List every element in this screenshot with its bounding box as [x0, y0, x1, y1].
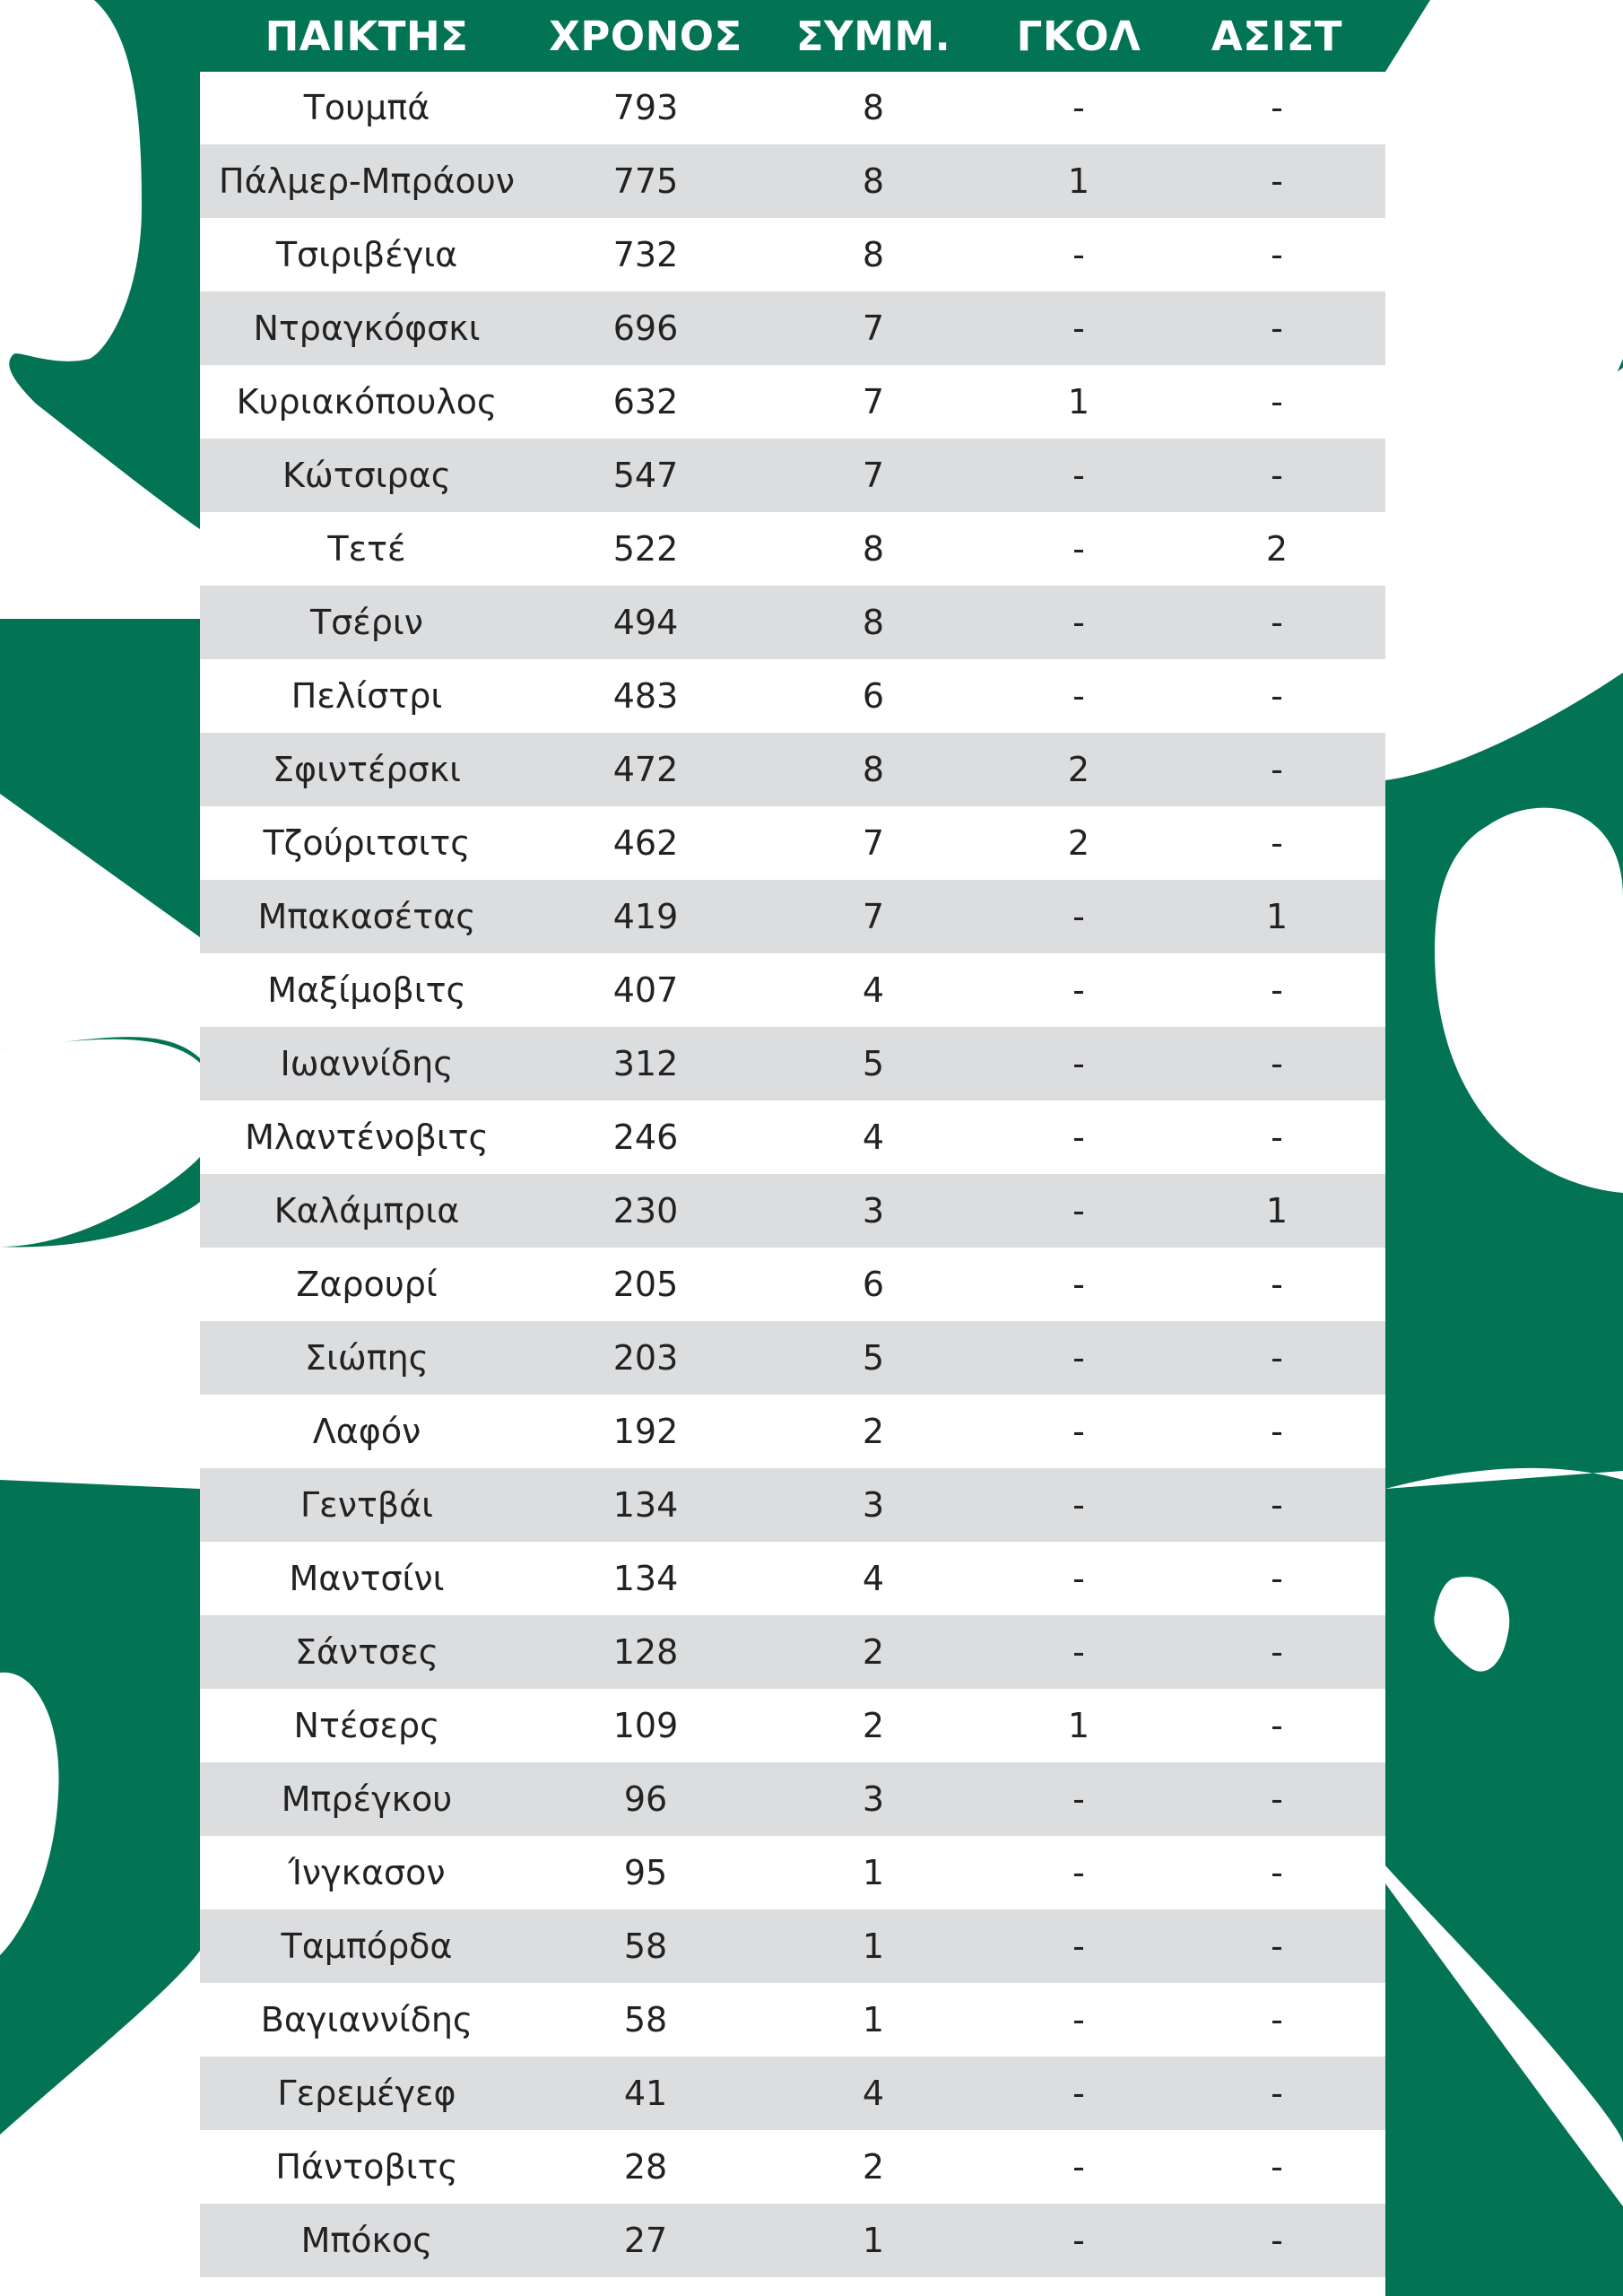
cell-time: 230	[612, 1191, 679, 1231]
cell-assists: -	[1271, 382, 1283, 422]
cell-assists: 2	[1265, 529, 1289, 569]
table-row	[200, 439, 1385, 512]
table-row	[200, 1542, 1385, 1615]
cell-goals: -	[1072, 1853, 1085, 1892]
cell-player: Βαγιαννίδης	[260, 2000, 473, 2039]
cell-player: Μπακασέτας	[257, 897, 476, 936]
cell-assists: -	[1271, 1412, 1283, 1451]
cell-apps: 5	[862, 1044, 885, 1083]
cell-player: Μπρέγκου	[281, 1779, 453, 1819]
cell-assists: -	[1271, 1632, 1283, 1672]
cell-time: 134	[612, 1559, 679, 1598]
cell-time: 128	[612, 1632, 679, 1672]
right-blob-top	[1385, 0, 1623, 780]
cell-player: Τσιριβέγια	[275, 235, 458, 274]
cell-apps: 4	[862, 970, 885, 1010]
cell-apps: 2	[862, 1706, 885, 1745]
table-row	[200, 880, 1385, 953]
cell-apps: 8	[862, 529, 885, 569]
cell-player: Πελίστρι	[291, 676, 443, 716]
cell-player: Μαξίμοβιτς	[267, 970, 466, 1010]
cell-apps: 3	[862, 1779, 885, 1819]
cell-goals: -	[1072, 2147, 1085, 2187]
cell-goals: 1	[1067, 161, 1090, 201]
cell-goals: -	[1072, 1559, 1085, 1598]
cell-player: Σάντσες	[294, 1632, 439, 1672]
cell-goals: 1	[1067, 382, 1090, 422]
cell-goals: -	[1072, 603, 1085, 642]
cell-assists: -	[1271, 2000, 1283, 2039]
table-row	[200, 1100, 1385, 1174]
cell-player: Ντραγκόφσκι	[253, 309, 481, 348]
cell-player: Κυριακόπουλος	[236, 382, 498, 422]
cell-goals: -	[1072, 1265, 1085, 1304]
cell-assists: -	[1271, 823, 1283, 863]
cell-assists: -	[1271, 1926, 1283, 1966]
cell-player: Ίνγκασον	[288, 1853, 446, 1892]
cell-time: 732	[612, 235, 679, 274]
cell-apps: 8	[862, 235, 885, 274]
cell-player: Λαφόν	[312, 1412, 421, 1451]
cell-goals: -	[1072, 1779, 1085, 1819]
cell-assists: -	[1271, 1338, 1283, 1378]
table-row	[200, 512, 1385, 586]
cell-time: 205	[612, 1265, 679, 1304]
table-row	[200, 2057, 1385, 2130]
player-stats-table	[200, 0, 1385, 2278]
cell-assists: -	[1271, 1485, 1283, 1525]
cell-player: Γεντβάι	[300, 1485, 433, 1525]
cell-time: 775	[612, 161, 679, 201]
cell-goals: -	[1072, 1044, 1085, 1083]
table-row	[200, 2204, 1385, 2277]
cell-time: 95	[623, 1853, 668, 1892]
cell-assists: 1	[1265, 897, 1289, 936]
table-row	[200, 144, 1385, 218]
cell-assists: -	[1271, 1559, 1283, 1598]
cell-assists: -	[1271, 1706, 1283, 1745]
header-player: ΠΑΙΚΤΗΣ	[265, 12, 469, 60]
table-row	[200, 365, 1385, 439]
cell-goals: -	[1072, 897, 1085, 936]
cell-goals: -	[1072, 1632, 1085, 1672]
table-row	[200, 1983, 1385, 2057]
cell-goals: -	[1072, 309, 1085, 348]
cell-apps: 5	[862, 1338, 885, 1378]
cell-time: 632	[612, 382, 679, 422]
table-row	[200, 1615, 1385, 1689]
cell-apps: 8	[862, 88, 885, 127]
table-row	[200, 2130, 1385, 2204]
cell-assists: -	[1271, 603, 1283, 642]
cell-player: Γερεμέγεφ	[277, 2074, 456, 2113]
cell-time: 462	[612, 823, 679, 863]
table-row	[200, 72, 1385, 144]
cell-time: 246	[612, 1118, 679, 1157]
cell-time: 472	[612, 750, 679, 789]
cell-assists: -	[1271, 1044, 1283, 1083]
cell-player: Μλαντένοβιτς	[245, 1118, 489, 1157]
table-row	[200, 291, 1385, 365]
cell-apps: 1	[862, 2221, 885, 2260]
cell-player: Τουμπά	[303, 88, 430, 127]
cell-time: 494	[612, 603, 679, 642]
table-header	[200, 0, 1385, 72]
cell-goals: -	[1072, 456, 1085, 495]
cell-apps: 4	[862, 1118, 885, 1157]
cell-goals: 2	[1067, 750, 1090, 789]
cell-apps: 4	[862, 2074, 885, 2113]
cell-time: 109	[612, 1706, 679, 1745]
cell-apps: 2	[862, 1632, 885, 1672]
cell-assists: -	[1271, 2074, 1283, 2113]
cell-time: 134	[612, 1485, 679, 1525]
cell-apps: 7	[862, 456, 885, 495]
cell-time: 192	[612, 1412, 679, 1451]
cell-assists: -	[1271, 676, 1283, 716]
table-row	[200, 1909, 1385, 1983]
table-row	[200, 1395, 1385, 1468]
cell-apps: 8	[862, 161, 885, 201]
table-row	[200, 1174, 1385, 1248]
header-goals: ΓΚΟΛ	[1016, 12, 1141, 60]
cell-time: 28	[623, 2147, 668, 2187]
cell-assists: -	[1271, 750, 1283, 789]
header-assists: ΑΣΙΣΤ	[1211, 12, 1343, 60]
cell-assists: -	[1271, 1118, 1283, 1157]
table-row	[200, 1836, 1385, 1909]
cell-time: 96	[623, 1779, 668, 1819]
table-row	[200, 218, 1385, 291]
cell-goals: -	[1072, 235, 1085, 274]
cell-goals: -	[1072, 1926, 1085, 1966]
cell-apps: 7	[862, 823, 885, 863]
cell-time: 522	[612, 529, 679, 569]
table-row	[200, 1468, 1385, 1542]
cell-assists: -	[1271, 1853, 1283, 1892]
cell-apps: 6	[862, 676, 885, 716]
cell-player: Ιωαννίδης	[280, 1044, 454, 1083]
cell-time: 58	[623, 1926, 668, 1966]
cell-goals: -	[1072, 88, 1085, 127]
cell-apps: 1	[862, 1853, 885, 1892]
table-row	[200, 1027, 1385, 1100]
cell-time: 312	[612, 1044, 679, 1083]
cell-goals: -	[1072, 1485, 1085, 1525]
cell-goals: -	[1072, 1338, 1085, 1378]
cell-time: 407	[612, 970, 679, 1010]
cell-assists: -	[1271, 1779, 1283, 1819]
cell-time: 41	[623, 2074, 668, 2113]
table-row	[200, 733, 1385, 806]
cell-goals: 2	[1067, 823, 1090, 863]
cell-apps: 1	[862, 1926, 885, 1966]
cell-goals: -	[1072, 1412, 1085, 1451]
cell-apps: 7	[862, 897, 885, 936]
cell-time: 27	[623, 2221, 668, 2260]
table-row	[200, 806, 1385, 880]
cell-time: 696	[612, 309, 679, 348]
header-apps: ΣΥΜΜ.	[795, 12, 951, 60]
cell-time: 58	[623, 2000, 668, 2039]
cell-apps: 4	[862, 1559, 885, 1598]
cell-player: Μαντσίνι	[289, 1559, 445, 1598]
cell-player: Ντέσερς	[293, 1706, 440, 1745]
table-row	[200, 1689, 1385, 1762]
cell-assists: -	[1271, 1265, 1283, 1304]
table-body	[200, 72, 1385, 2277]
cell-assists: 1	[1265, 1191, 1289, 1231]
header-row	[200, 0, 1385, 72]
cell-goals: -	[1072, 1191, 1085, 1231]
cell-time: 419	[612, 897, 679, 936]
cell-goals: 1	[1067, 1706, 1090, 1745]
cell-goals: -	[1072, 529, 1085, 569]
cell-goals: -	[1072, 970, 1085, 1010]
cell-assists: -	[1271, 2147, 1283, 2187]
cell-apps: 3	[862, 1485, 885, 1525]
cell-assists: -	[1271, 309, 1283, 348]
cell-player: Σφιντέρσκι	[272, 750, 462, 789]
cell-goals: -	[1072, 2074, 1085, 2113]
cell-time: 547	[612, 456, 679, 495]
cell-goals: -	[1072, 2221, 1085, 2260]
cell-assists: -	[1271, 88, 1283, 127]
cell-player: Μπόκος	[300, 2221, 433, 2260]
cell-time: 203	[612, 1338, 679, 1378]
cell-player: Ζαρουρί	[296, 1265, 438, 1304]
header-time: ΧΡΟΝΟΣ	[549, 12, 742, 60]
cell-apps: 6	[862, 1265, 885, 1304]
cell-assists: -	[1271, 161, 1283, 201]
cell-goals: -	[1072, 1118, 1085, 1157]
cell-player: Ταμπόρδα	[281, 1926, 453, 1966]
table-row	[200, 1248, 1385, 1321]
cell-apps: 2	[862, 1412, 885, 1451]
cell-player: Πάλμερ-Μπράουν	[219, 161, 515, 201]
table-row	[200, 953, 1385, 1027]
table-row	[200, 659, 1385, 733]
cell-assists: -	[1271, 970, 1283, 1010]
cell-time: 483	[612, 676, 679, 716]
cell-player: Κώτσιρας	[282, 456, 452, 495]
cell-player: Πάντοβιτς	[275, 2147, 458, 2187]
table-row	[200, 1321, 1385, 1395]
cell-player: Τζούριτσιτς	[263, 823, 471, 863]
cell-player: Τσέριν	[309, 603, 424, 642]
cell-player: Καλάμπρια	[273, 1191, 460, 1231]
cell-assists: -	[1271, 235, 1283, 274]
cell-apps: 2	[862, 2147, 885, 2187]
cell-apps: 8	[862, 603, 885, 642]
table-row	[200, 586, 1385, 659]
cell-apps: 7	[862, 309, 885, 348]
cell-apps: 3	[862, 1191, 885, 1231]
cell-assists: -	[1271, 2221, 1283, 2260]
table-row	[200, 1762, 1385, 1836]
cell-goals: -	[1072, 2000, 1085, 2039]
cell-assists: -	[1271, 456, 1283, 495]
cell-player: Σιώπης	[305, 1338, 429, 1378]
cell-apps: 1	[862, 2000, 885, 2039]
cell-player: Τετέ	[327, 529, 406, 569]
cell-goals: -	[1072, 676, 1085, 716]
cell-apps: 7	[862, 382, 885, 422]
cell-apps: 8	[862, 750, 885, 789]
cell-time: 793	[612, 88, 679, 127]
